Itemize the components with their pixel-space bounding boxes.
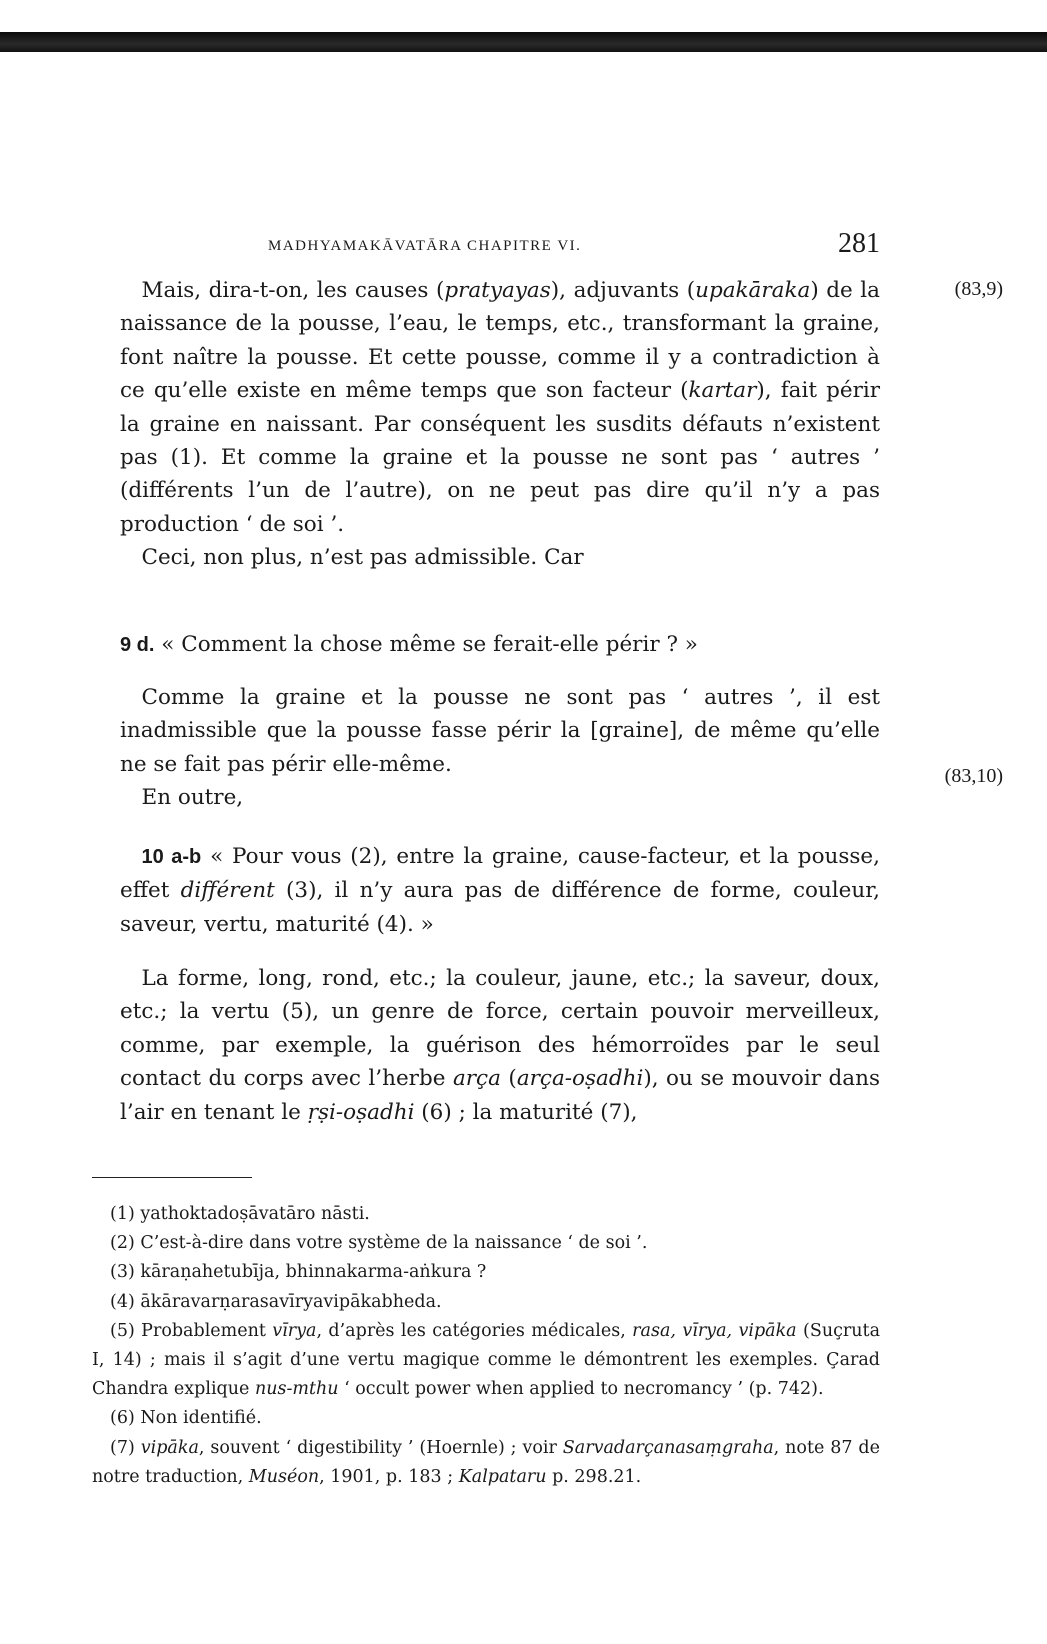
verse-number: 9 d. bbox=[120, 634, 155, 656]
verse-10ab: 10 a-b « Pour vous (2), entre la graine, cause-facteur, et la pousse, effet différent (3), il n’y aura pas de différence de forme, couleur, saveur, vertu, maturité (4). » bbox=[120, 844, 881, 937]
footnote-5: (5) Probablement vīrya, d’après les catégories médicales, rasa, vīrya, vipāka (Suçruta I, 14) ; mais il s’agit d’une vertu magique comme le démontrent les exemples. Çarad Chandra explique nus-mthu ‘ occult power when applied to necromancy ’ (p. 742). bbox=[92, 1320, 881, 1400]
scan-top-border bbox=[0, 32, 1047, 52]
margin-reference: (83,9) bbox=[954, 278, 1003, 300]
paragraph-4: En outre, bbox=[141, 785, 244, 811]
paragraph-1: Mais, dira-t-on, les causes (pratyayas), adjuvants (upakāraka) de la naissance de la pousse, l’eau, le temps, etc., transformant la graine, font naître la pousse. Et cette pousse, comme il y a contradiction à ce qu’elle existe en même temps que son facteur (kartar), fait périr la graine en naissant. Par conséquent les susdits défauts n’existent pas (1). Et comme la graine et la pousse ne sont pas ‘ autres ’ (différents l’un de l’autre), on ne peut pas dire qu’il n’y a pas production ‘ de soi ’. Ceci, non plus, n’est pas admissible. Car bbox=[120, 274, 880, 575]
running-title: MADHYAMAKĀVATĀRA CHAPITRE VI. bbox=[268, 238, 582, 254]
footnote-7: (7) vipāka, souvent ‘ digestibility ’ (Hoernle) ; voir Sarvadarçanasaṃgraha, note 87 de notre traduction, Muséon, 1901, p. 183 ; Kalpataru p. 298.21. bbox=[92, 1437, 880, 1487]
footnote-2: (2) C’est-à-dire dans votre système de la naissance ‘ de soi ’. bbox=[110, 1233, 648, 1254]
paragraph-3: Comme la graine et la pousse ne sont pas ‘ autres ’, il est inadmissible que la pousse fasse périr la [graine], de même qu’elle ne se fait pas périr elle-même. En outre, bbox=[120, 681, 880, 815]
verse-number: 10 a-b bbox=[141, 846, 202, 868]
footnote-6: (6) Non identifié. bbox=[110, 1408, 262, 1429]
footnote-3: (3) kāraṇahetubīja, bhinnakarma-aṅkura ? bbox=[110, 1262, 487, 1283]
footnote-separator bbox=[92, 1177, 252, 1178]
paragraph-2: Ceci, non plus, n’est pas admissible. Car bbox=[141, 545, 584, 571]
paragraph-5: La forme, long, rond, etc.; la couleur, jaune, etc.; la saveur, doux, etc.; la vertu (5), un genre de force, certain pouvoir merveilleux, comme, par exemple, la guérison des hémorroïdes par le seul contact du corps avec l’herbe arça (arça-oṣadhi), ou se mouvoir dans l’air en tenant le ṛṣi-oṣadhi (6) ; la maturité (7), bbox=[120, 966, 880, 1125]
footnote-4: (4) ākāravarṇarasavīryavipākabheda. bbox=[110, 1291, 442, 1312]
margin-reference: (83,10) bbox=[944, 765, 1003, 787]
footnote-1: (1) yathoktadoṣāvatāro nāsti. bbox=[110, 1204, 370, 1224]
page-header bbox=[268, 228, 880, 262]
page-number: 281 bbox=[838, 228, 880, 259]
footnotes bbox=[92, 1200, 880, 1492]
verse-9d: 9 d. « Comment la chose même se ferait-elle périr ? » bbox=[120, 632, 698, 657]
